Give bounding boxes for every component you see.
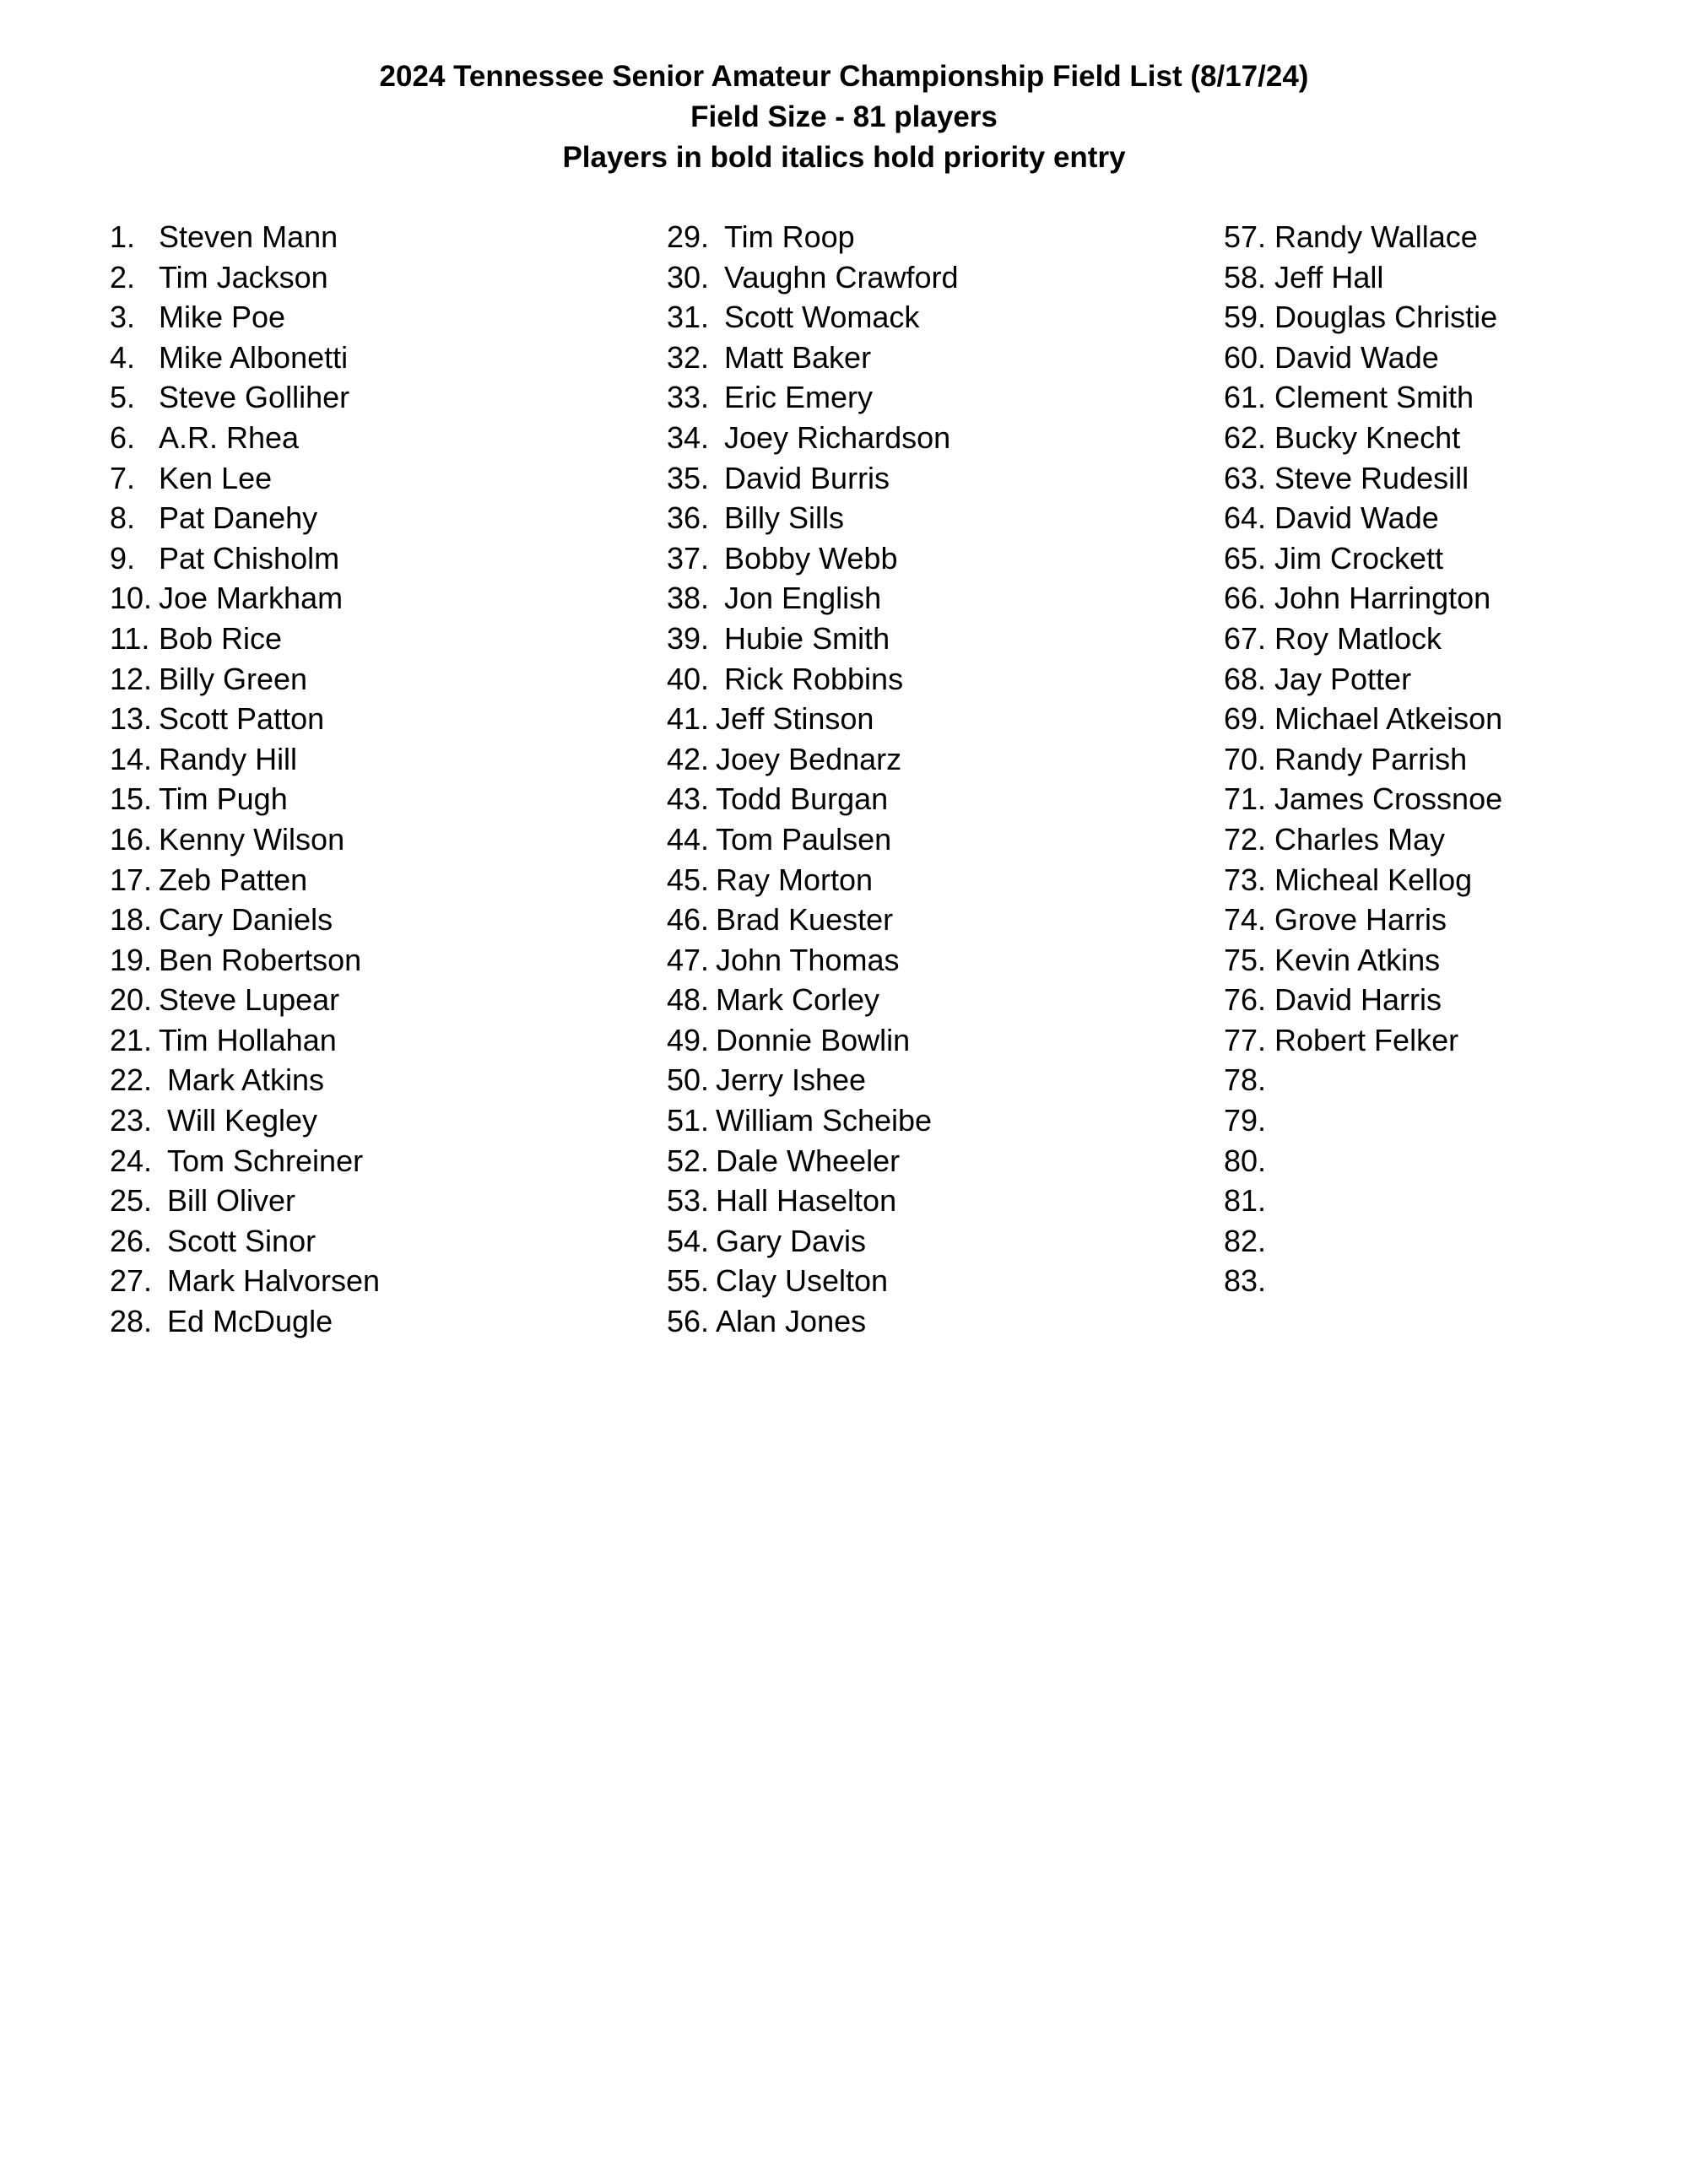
player-number: 82. bbox=[1224, 1223, 1267, 1258]
player-entry bbox=[110, 819, 380, 860]
player-number: 12. bbox=[110, 661, 153, 696]
player-name: Jay Potter bbox=[1274, 661, 1412, 696]
player-name: Brad Kuester bbox=[716, 902, 894, 938]
player-entry bbox=[667, 578, 959, 619]
player-entry bbox=[1224, 1020, 1502, 1061]
player-entry bbox=[667, 1181, 959, 1221]
player-entry bbox=[110, 257, 380, 298]
player-entry bbox=[1224, 578, 1502, 619]
player-entry bbox=[110, 338, 380, 378]
player-number: 8. bbox=[110, 500, 136, 536]
player-entry bbox=[110, 1100, 380, 1141]
player-number: 7. bbox=[110, 460, 136, 495]
player-name: Bill Oliver bbox=[167, 1183, 296, 1219]
player-name: Jerry Ishee bbox=[716, 1062, 867, 1098]
player-name: Joe Markham bbox=[159, 581, 344, 616]
player-entry bbox=[1224, 1141, 1502, 1181]
player-number: 71. bbox=[1224, 781, 1267, 817]
player-entry bbox=[110, 860, 380, 900]
player-number: 39. bbox=[667, 620, 710, 656]
player-entry bbox=[667, 699, 959, 739]
player-name: Roy Matlock bbox=[1274, 620, 1442, 656]
player-number: 60. bbox=[1224, 339, 1267, 375]
player-entry bbox=[1224, 1100, 1502, 1141]
player-entry bbox=[667, 940, 959, 981]
player-name: Hubie Smith bbox=[724, 620, 890, 656]
player-name: David Wade bbox=[1274, 500, 1439, 536]
player-number: 55. bbox=[667, 1263, 710, 1299]
player-name: Scott Womack bbox=[724, 300, 920, 335]
player-name: Charles May bbox=[1274, 821, 1446, 857]
player-entry bbox=[110, 377, 380, 418]
player-name: David Harris bbox=[1274, 982, 1442, 1018]
player-name: A.R. Rhea bbox=[159, 419, 300, 455]
player-name: Joey Bednarz bbox=[716, 741, 902, 776]
player-entry bbox=[667, 1301, 959, 1342]
player-entry bbox=[110, 940, 380, 981]
player-number: 58. bbox=[1224, 259, 1267, 295]
player-number: 42. bbox=[667, 741, 710, 776]
player-number: 54. bbox=[667, 1223, 710, 1258]
player-number: 11. bbox=[110, 620, 150, 656]
player-number: 40. bbox=[667, 661, 710, 696]
player-number: 63. bbox=[1224, 460, 1267, 495]
player-name: Matt Baker bbox=[724, 339, 872, 375]
player-number: 31. bbox=[667, 300, 710, 335]
player-name: Todd Burgan bbox=[716, 781, 889, 817]
player-entry bbox=[110, 1060, 380, 1100]
player-entry bbox=[1224, 980, 1502, 1020]
player-entry bbox=[667, 217, 959, 257]
player-entry bbox=[1224, 498, 1502, 538]
document-header bbox=[0, 57, 1688, 178]
player-name: John Thomas bbox=[716, 942, 900, 977]
player-number: 26. bbox=[110, 1223, 153, 1258]
player-entry bbox=[667, 498, 959, 538]
player-number: 27. bbox=[110, 1263, 153, 1299]
player-number: 48. bbox=[667, 982, 710, 1018]
player-entry bbox=[110, 538, 380, 579]
player-name: Tom Schreiner bbox=[167, 1143, 364, 1178]
player-entry bbox=[1224, 659, 1502, 700]
player-number: 21. bbox=[110, 1022, 153, 1057]
player-column-3 bbox=[1224, 217, 1502, 1301]
player-name: James Crossnoe bbox=[1274, 781, 1503, 817]
player-name: Mark Corley bbox=[716, 982, 880, 1018]
player-number: 4. bbox=[110, 339, 136, 375]
player-name: Douglas Christie bbox=[1274, 300, 1498, 335]
player-name: Bucky Knecht bbox=[1274, 419, 1461, 455]
player-entry bbox=[110, 297, 380, 338]
player-entry bbox=[667, 980, 959, 1020]
player-number: 18. bbox=[110, 902, 153, 938]
player-entry bbox=[667, 619, 959, 659]
player-entry bbox=[1224, 338, 1502, 378]
player-name: Donnie Bowlin bbox=[716, 1022, 911, 1057]
player-number: 29. bbox=[667, 219, 710, 254]
player-number: 43. bbox=[667, 781, 710, 817]
player-entry bbox=[110, 1261, 380, 1301]
player-entry bbox=[667, 297, 959, 338]
player-entry bbox=[1224, 940, 1502, 981]
player-entry bbox=[110, 1181, 380, 1221]
player-name: Tim Jackson bbox=[159, 259, 328, 295]
player-number: 80. bbox=[1224, 1143, 1267, 1178]
player-entry bbox=[1224, 779, 1502, 819]
player-name: Billy Green bbox=[159, 661, 308, 696]
player-entry bbox=[110, 1141, 380, 1181]
player-number: 59. bbox=[1224, 300, 1267, 335]
player-name: Scott Patton bbox=[159, 701, 325, 737]
player-name: John Harrington bbox=[1274, 581, 1491, 616]
player-name: Hall Haselton bbox=[716, 1183, 897, 1219]
player-name: Kenny Wilson bbox=[159, 821, 345, 857]
player-number: 57. bbox=[1224, 219, 1267, 254]
player-name: Bob Rice bbox=[159, 620, 283, 656]
player-entry bbox=[667, 418, 959, 458]
player-number: 14. bbox=[110, 741, 153, 776]
player-name: Jeff Hall bbox=[1274, 259, 1384, 295]
player-number: 1. bbox=[110, 219, 136, 254]
player-number: 77. bbox=[1224, 1022, 1267, 1057]
player-name: Jon English bbox=[724, 581, 882, 616]
player-number: 32. bbox=[667, 339, 710, 375]
player-name: Michael Atkeison bbox=[1274, 701, 1503, 737]
player-entry bbox=[110, 217, 380, 257]
player-number: 66. bbox=[1224, 581, 1267, 616]
player-entry bbox=[667, 860, 959, 900]
player-number: 50. bbox=[667, 1062, 710, 1098]
player-entry bbox=[110, 699, 380, 739]
document-title: 2024 Tennessee Senior Amateur Championship Field List (8/17/24) bbox=[379, 60, 1309, 93]
player-number: 67. bbox=[1224, 620, 1267, 656]
player-number: 6. bbox=[110, 419, 136, 455]
player-name: Joey Richardson bbox=[724, 419, 951, 455]
player-name: Clay Uselton bbox=[716, 1263, 889, 1299]
player-entry bbox=[110, 458, 380, 499]
player-number: 28. bbox=[110, 1304, 153, 1339]
player-number: 23. bbox=[110, 1103, 153, 1138]
player-entry bbox=[667, 819, 959, 860]
player-name: Alan Jones bbox=[716, 1304, 867, 1339]
player-name: Tim Hollahan bbox=[159, 1022, 337, 1057]
player-entry bbox=[1224, 699, 1502, 739]
player-name: Ken Lee bbox=[159, 460, 273, 495]
player-number: 34. bbox=[667, 419, 710, 455]
player-name: William Scheibe bbox=[716, 1103, 933, 1138]
player-entry bbox=[1224, 297, 1502, 338]
player-name: Zeb Patten bbox=[159, 862, 308, 897]
player-number: 64. bbox=[1224, 500, 1267, 536]
player-name: Jim Crockett bbox=[1274, 540, 1444, 576]
player-entry bbox=[110, 619, 380, 659]
player-name: Billy Sills bbox=[724, 500, 845, 536]
player-name: Robert Felker bbox=[1274, 1022, 1459, 1057]
player-name: Ed McDugle bbox=[167, 1304, 333, 1339]
player-number: 83. bbox=[1224, 1263, 1267, 1299]
player-entry bbox=[110, 1020, 380, 1061]
player-entry bbox=[1224, 377, 1502, 418]
player-entry bbox=[667, 1141, 959, 1181]
player-name: Will Kegley bbox=[167, 1103, 318, 1138]
player-name: Clement Smith bbox=[1274, 380, 1474, 415]
player-number: 70. bbox=[1224, 741, 1267, 776]
player-number: 61. bbox=[1224, 380, 1267, 415]
player-number: 81. bbox=[1224, 1183, 1267, 1219]
player-entry bbox=[1224, 900, 1502, 940]
player-number: 25. bbox=[110, 1183, 153, 1219]
player-entry bbox=[1224, 619, 1502, 659]
player-number: 13. bbox=[110, 701, 153, 737]
player-entry bbox=[1224, 739, 1502, 780]
player-entry bbox=[667, 1100, 959, 1141]
player-name: Pat Chisholm bbox=[159, 540, 340, 576]
player-entry bbox=[667, 739, 959, 780]
player-name: Ben Robertson bbox=[159, 942, 362, 977]
player-name: Mike Poe bbox=[159, 300, 286, 335]
player-name: Micheal Kellog bbox=[1274, 862, 1473, 897]
field-size-line: Field Size - 81 players bbox=[690, 100, 998, 133]
player-entry bbox=[1224, 458, 1502, 499]
player-column-2 bbox=[667, 217, 959, 1342]
player-number: 10. bbox=[110, 581, 153, 616]
player-name: Mark Atkins bbox=[167, 1062, 325, 1098]
player-name: Cary Daniels bbox=[159, 902, 333, 938]
player-number: 41. bbox=[667, 701, 710, 737]
player-entry bbox=[667, 1221, 959, 1262]
player-number: 20. bbox=[110, 982, 153, 1018]
player-entry bbox=[667, 377, 959, 418]
player-name: Dale Wheeler bbox=[716, 1143, 901, 1178]
priority-note: Players in bold italics hold priority entry bbox=[562, 141, 1126, 174]
player-entry bbox=[1224, 819, 1502, 860]
player-name: Tim Pugh bbox=[159, 781, 288, 817]
player-name: Vaughn Crawford bbox=[724, 259, 959, 295]
player-number: 52. bbox=[667, 1143, 710, 1178]
player-entry bbox=[110, 578, 380, 619]
player-number: 76. bbox=[1224, 982, 1267, 1018]
player-entry bbox=[1224, 217, 1502, 257]
player-name: Kevin Atkins bbox=[1274, 942, 1441, 977]
player-name: Tom Paulsen bbox=[716, 821, 892, 857]
player-entry bbox=[1224, 860, 1502, 900]
player-number: 16. bbox=[110, 821, 153, 857]
player-entry bbox=[110, 1221, 380, 1262]
player-entry bbox=[110, 779, 380, 819]
player-number: 74. bbox=[1224, 902, 1267, 938]
player-entry bbox=[667, 458, 959, 499]
player-number: 45. bbox=[667, 862, 710, 897]
player-number: 75. bbox=[1224, 942, 1267, 977]
player-name: Mark Halvorsen bbox=[167, 1263, 381, 1299]
player-name: Bobby Webb bbox=[724, 540, 898, 576]
player-name: Scott Sinor bbox=[167, 1223, 316, 1258]
player-number: 35. bbox=[667, 460, 710, 495]
player-number: 49. bbox=[667, 1022, 710, 1057]
player-number: 73. bbox=[1224, 862, 1267, 897]
player-name: Steven Mann bbox=[159, 219, 338, 254]
player-entry bbox=[1224, 1261, 1502, 1301]
player-name: Grove Harris bbox=[1274, 902, 1447, 938]
player-name: Randy Wallace bbox=[1274, 219, 1478, 254]
player-entry bbox=[667, 1060, 959, 1100]
player-number: 15. bbox=[110, 781, 153, 817]
player-name: Tim Roop bbox=[724, 219, 855, 254]
player-entry bbox=[1224, 1181, 1502, 1221]
player-number: 33. bbox=[667, 380, 710, 415]
player-entry bbox=[667, 659, 959, 700]
player-entry bbox=[1224, 1221, 1502, 1262]
player-number: 62. bbox=[1224, 419, 1267, 455]
player-entry bbox=[110, 739, 380, 780]
player-number: 5. bbox=[110, 380, 136, 415]
player-number: 46. bbox=[667, 902, 710, 938]
player-number: 22. bbox=[110, 1062, 153, 1098]
player-entry bbox=[667, 538, 959, 579]
player-entry bbox=[1224, 538, 1502, 579]
player-number: 44. bbox=[667, 821, 710, 857]
player-entry bbox=[667, 1261, 959, 1301]
player-number: 68. bbox=[1224, 661, 1267, 696]
player-number: 56. bbox=[667, 1304, 710, 1339]
player-number: 37. bbox=[667, 540, 710, 576]
player-entry bbox=[667, 1020, 959, 1061]
player-number: 36. bbox=[667, 500, 710, 536]
player-entry bbox=[110, 900, 380, 940]
player-entry bbox=[1224, 418, 1502, 458]
player-name: Jeff Stinson bbox=[716, 701, 874, 737]
player-name: David Wade bbox=[1274, 339, 1439, 375]
player-number: 24. bbox=[110, 1143, 153, 1178]
player-number: 47. bbox=[667, 942, 710, 977]
player-number: 9. bbox=[110, 540, 136, 576]
player-number: 65. bbox=[1224, 540, 1267, 576]
player-name: Randy Parrish bbox=[1274, 741, 1468, 776]
player-entry bbox=[110, 418, 380, 458]
player-number: 17. bbox=[110, 862, 153, 897]
player-number: 3. bbox=[110, 300, 136, 335]
player-name: Steve Golliher bbox=[159, 380, 350, 415]
player-entry bbox=[110, 498, 380, 538]
player-name: Ray Morton bbox=[716, 862, 874, 897]
player-entry bbox=[1224, 257, 1502, 298]
player-entry bbox=[110, 659, 380, 700]
player-name: Rick Robbins bbox=[724, 661, 904, 696]
player-entry bbox=[110, 1301, 380, 1342]
player-entry bbox=[667, 257, 959, 298]
player-number: 30. bbox=[667, 259, 710, 295]
player-name: Gary Davis bbox=[716, 1223, 867, 1258]
player-name: David Burris bbox=[724, 460, 890, 495]
player-entry bbox=[667, 779, 959, 819]
player-column-1 bbox=[110, 217, 380, 1342]
player-number: 79. bbox=[1224, 1103, 1267, 1138]
player-number: 72. bbox=[1224, 821, 1267, 857]
player-number: 19. bbox=[110, 942, 153, 977]
player-name: Steve Lupear bbox=[159, 982, 340, 1018]
player-name: Pat Danehy bbox=[159, 500, 318, 536]
player-number: 78. bbox=[1224, 1062, 1267, 1098]
player-entry bbox=[667, 338, 959, 378]
player-name: Steve Rudesill bbox=[1274, 460, 1469, 495]
player-number: 53. bbox=[667, 1183, 710, 1219]
player-name: Eric Emery bbox=[724, 380, 874, 415]
player-number: 38. bbox=[667, 581, 710, 616]
player-name: Mike Albonetti bbox=[159, 339, 349, 375]
player-entry bbox=[667, 900, 959, 940]
player-number: 69. bbox=[1224, 701, 1267, 737]
player-entry bbox=[1224, 1060, 1502, 1100]
player-name: Randy Hill bbox=[159, 741, 298, 776]
player-entry bbox=[110, 980, 380, 1020]
player-number: 2. bbox=[110, 259, 136, 295]
player-number: 51. bbox=[667, 1103, 710, 1138]
